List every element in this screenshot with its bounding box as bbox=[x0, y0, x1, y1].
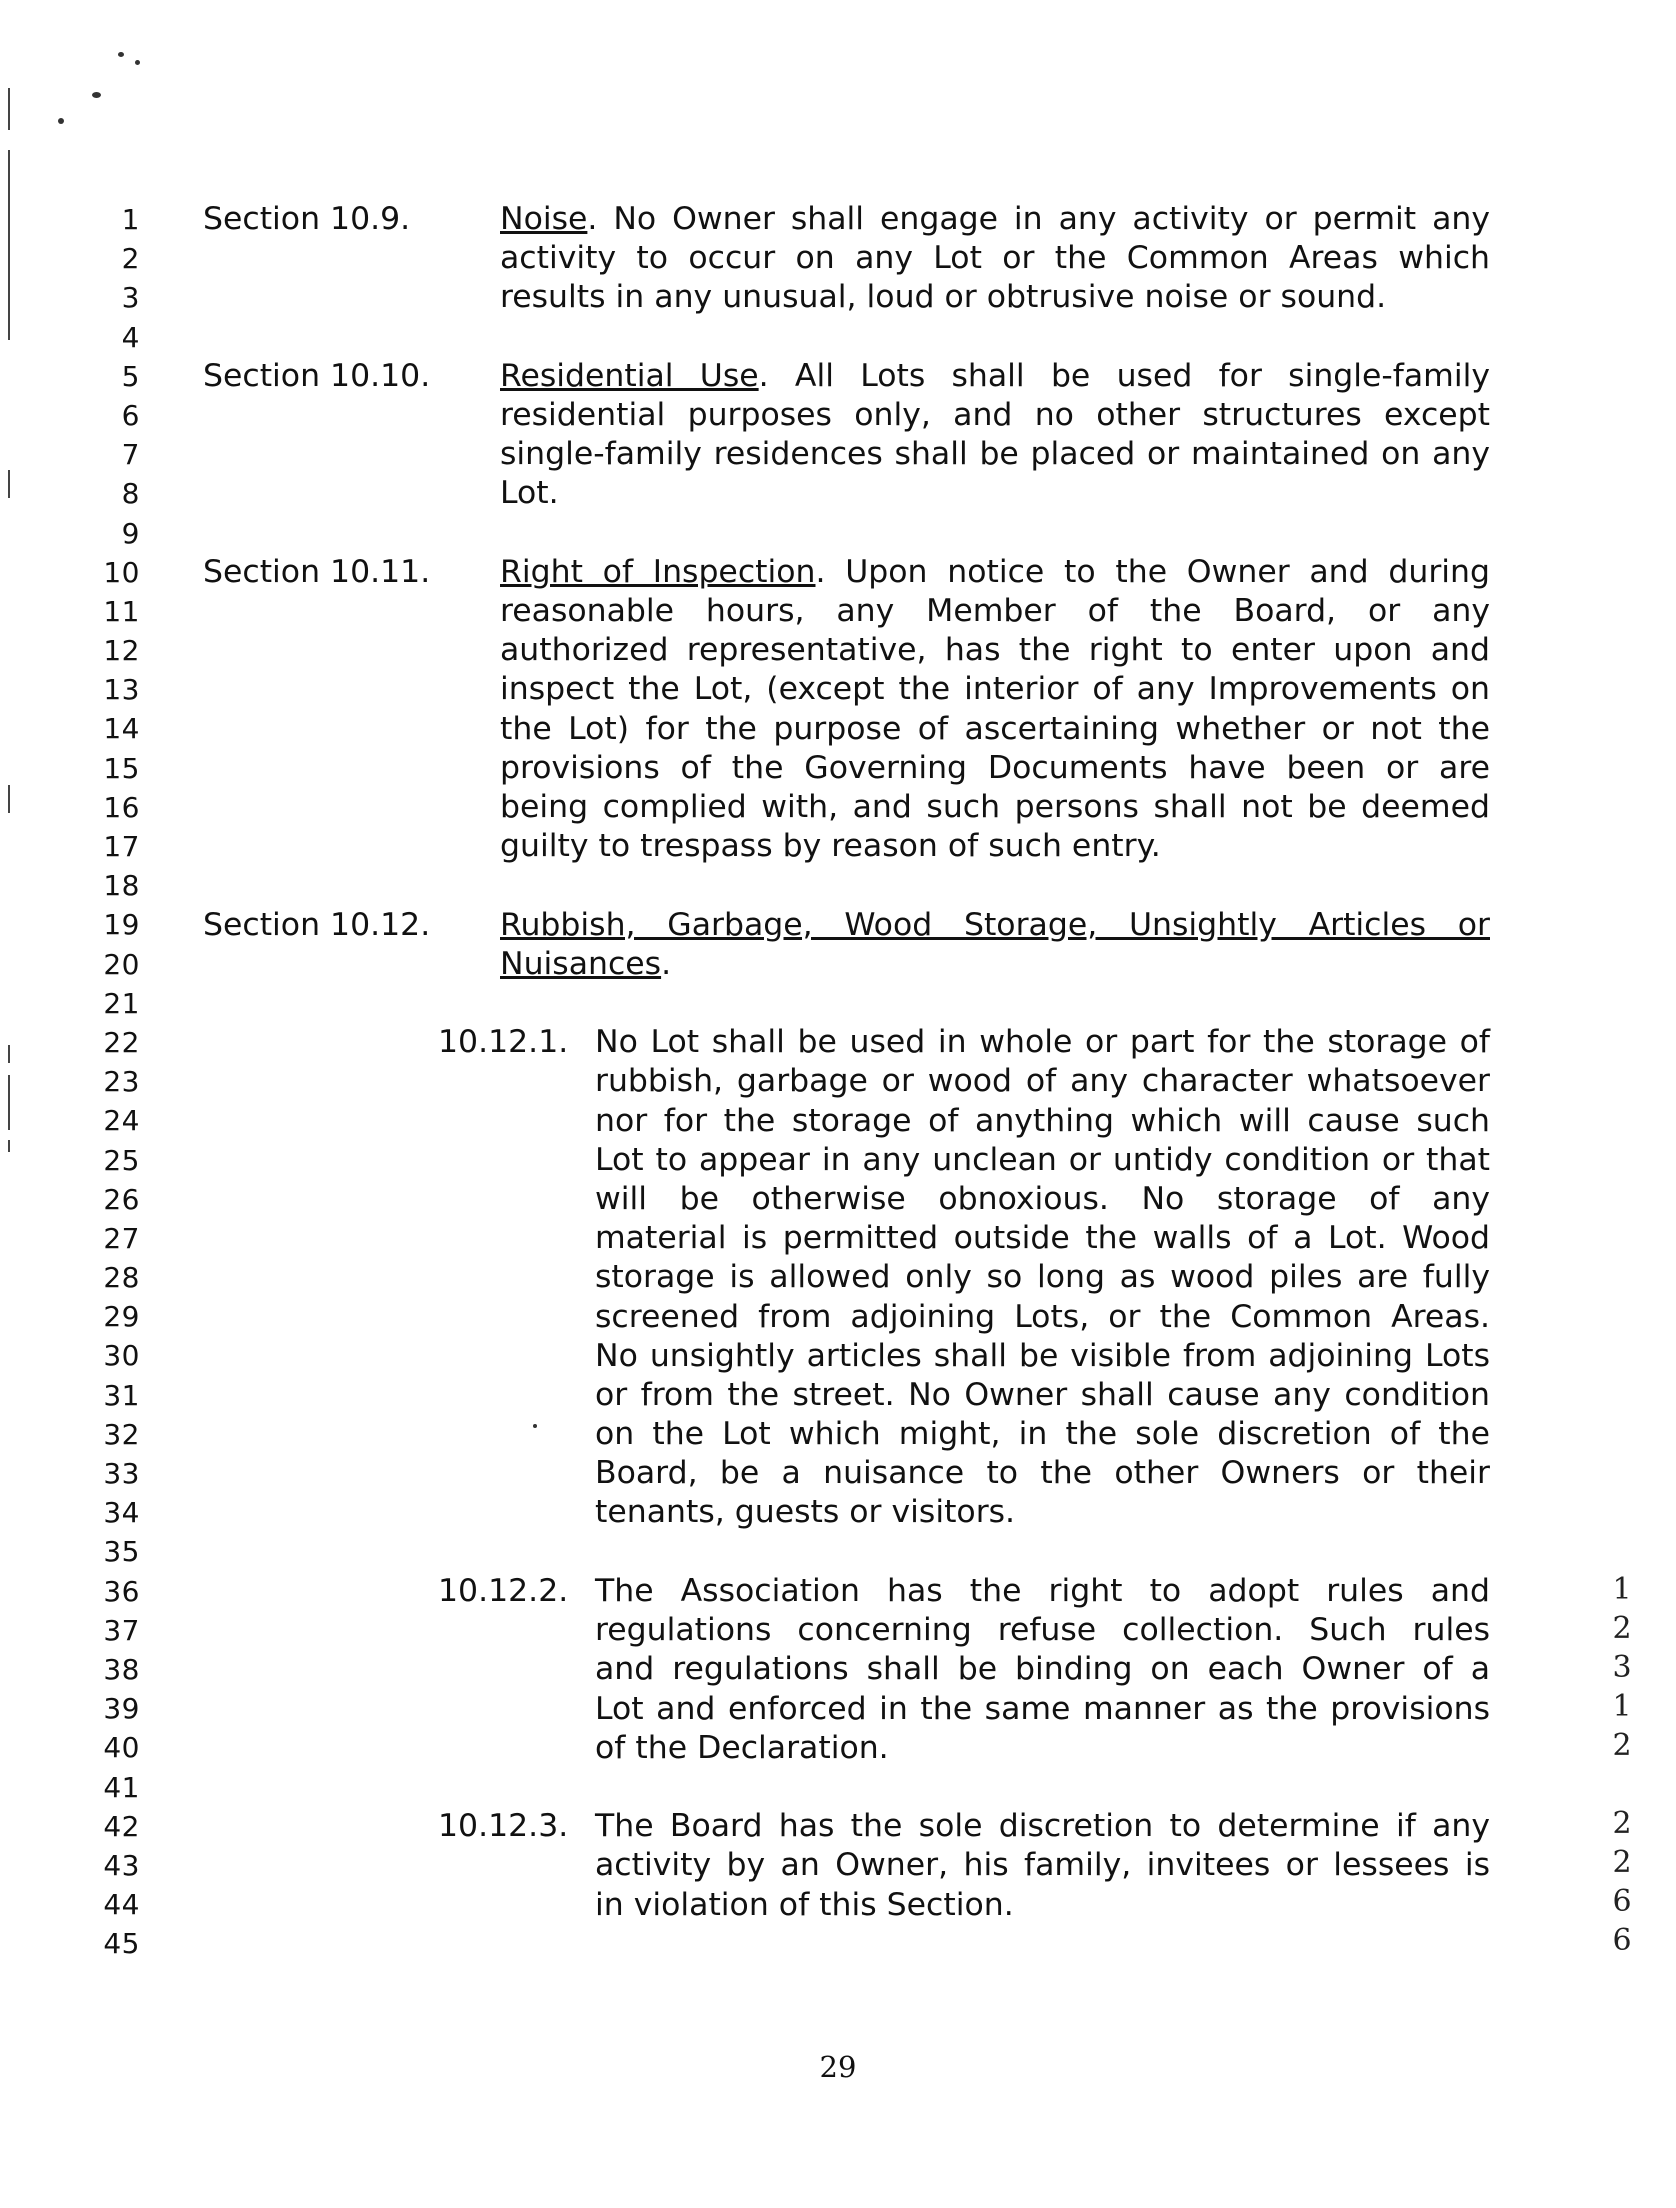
section-heading: Residential Use bbox=[500, 357, 759, 394]
line-number: 15 bbox=[103, 751, 140, 785]
scan-speck bbox=[135, 60, 140, 65]
subsection-line: material is permitted outside the walls of a Lot. Wood bbox=[595, 1220, 1490, 1257]
section-heading: Noise bbox=[500, 201, 588, 237]
stamp-digit: 2 bbox=[1612, 1806, 1632, 1841]
section-10-11-body bbox=[500, 553, 1490, 867]
line-number: 1 bbox=[121, 203, 140, 236]
subsection-line: The Association has the right to adopt rules and bbox=[595, 1573, 1490, 1609]
scan-margin-mark bbox=[8, 470, 10, 498]
scan-speck bbox=[92, 92, 101, 98]
section-text: . Upon notice to the Owner and during bbox=[815, 553, 1490, 590]
line-number: 14 bbox=[103, 712, 140, 746]
line-number: 25 bbox=[103, 1143, 140, 1177]
section-line: Lot. bbox=[500, 475, 559, 512]
subsection-line: storage is allowed only so long as wood piles are fully bbox=[595, 1259, 1490, 1296]
line-number: 11 bbox=[103, 594, 140, 628]
scan-speck bbox=[533, 1424, 537, 1428]
section-text: . No Owner shall engage in any activity or permit any bbox=[587, 201, 1490, 237]
section-10-10-label: Section 10.10. bbox=[203, 357, 431, 394]
subsection-10-12-3-body bbox=[595, 1807, 1490, 1925]
line-number: 24 bbox=[103, 1104, 140, 1138]
stamp-digit: 6 bbox=[1612, 1923, 1632, 1958]
line-number: 26 bbox=[103, 1182, 140, 1216]
subsection-line: The Board has the sole discretion to determine if any bbox=[595, 1808, 1490, 1845]
line-number: 4 bbox=[121, 320, 140, 354]
line-number: 30 bbox=[103, 1339, 140, 1373]
stamp-digit: 2 bbox=[1612, 1845, 1632, 1880]
subsection-line: No Lot shall be used in whole or part for the storage of bbox=[595, 1024, 1490, 1061]
section-text: . bbox=[661, 945, 672, 982]
line-number: 19 bbox=[103, 908, 140, 942]
stamp-digit: 3 bbox=[1612, 1650, 1632, 1685]
line-number: 9 bbox=[121, 516, 140, 550]
subsection-line: Lot to appear in any unclean or untidy condition or that bbox=[595, 1141, 1490, 1178]
section-10-10-body bbox=[500, 357, 1490, 514]
line-number: 42 bbox=[103, 1809, 140, 1843]
subsection-line: or from the street. No Owner shall cause any condition bbox=[595, 1376, 1490, 1413]
stamp-digit: 6 bbox=[1612, 1884, 1632, 1919]
line-number: 21 bbox=[103, 986, 140, 1020]
line-number: 40 bbox=[103, 1731, 140, 1765]
line-number: 13 bbox=[103, 673, 140, 707]
section-line bbox=[500, 553, 1490, 592]
line-number: 23 bbox=[103, 1065, 140, 1099]
section-line bbox=[500, 200, 1490, 239]
section-line: guilty to trespass by reason of such entry. bbox=[500, 828, 1161, 865]
section-10-11-label: Section 10.11. bbox=[203, 553, 431, 590]
line-number: 43 bbox=[103, 1848, 140, 1882]
stamp-digit: 1 bbox=[1612, 1572, 1632, 1607]
line-number: 7 bbox=[121, 438, 140, 472]
section-line: activity to occur on any Lot or the Common Areas which bbox=[500, 240, 1490, 277]
section-heading: Right of Inspection bbox=[500, 553, 816, 590]
scan-speck bbox=[118, 52, 124, 57]
scan-margin-mark bbox=[8, 1140, 10, 1152]
subsection-line: of the Declaration. bbox=[595, 1729, 889, 1766]
subsection-line: will be otherwise obnoxious. No storage of any bbox=[595, 1180, 1490, 1217]
section-line: reasonable hours, any Member of the Board, or any bbox=[500, 592, 1490, 629]
section-line bbox=[500, 945, 1490, 984]
recording-stamp bbox=[1604, 1570, 1640, 1960]
page-number: 29 bbox=[819, 2050, 857, 2084]
subsection-line: on the Lot which might, in the sole discretion of the bbox=[595, 1416, 1490, 1453]
line-number: 31 bbox=[103, 1378, 140, 1412]
section-10-12-heading bbox=[500, 906, 1490, 984]
subsection-line: nor for the storage of anything which will cause such bbox=[595, 1102, 1490, 1139]
line-number: 36 bbox=[103, 1574, 140, 1608]
section-line bbox=[500, 357, 1490, 396]
stamp-digit: 2 bbox=[1612, 1728, 1632, 1763]
section-text: . All Lots shall be used for single-family bbox=[758, 357, 1490, 394]
line-number: 22 bbox=[103, 1025, 140, 1059]
section-line: inspect the Lot, (except the interior of any Improvements on bbox=[500, 671, 1490, 708]
line-number: 10 bbox=[103, 555, 140, 589]
section-line: being complied with, and such persons shall not be deemed bbox=[500, 788, 1490, 825]
line-number: 6 bbox=[121, 398, 140, 432]
subsection-line: screened from adjoining Lots, or the Common Areas. bbox=[595, 1298, 1490, 1335]
subsection-line: rubbish, garbage or wood of any character whatsoever bbox=[595, 1063, 1490, 1100]
stamp-gap bbox=[1604, 1765, 1640, 1804]
scan-margin-mark bbox=[8, 88, 10, 130]
subsection-line: regulations concerning refuse collection. Such rules bbox=[595, 1612, 1490, 1649]
line-number: 27 bbox=[103, 1221, 140, 1255]
subsection-10-12-1-number: 10.12.1. bbox=[438, 1024, 569, 1061]
line-number: 39 bbox=[103, 1692, 140, 1726]
subsection-line: and regulations shall be binding on each Owner of a bbox=[595, 1651, 1490, 1688]
line-number: 18 bbox=[103, 869, 140, 903]
stamp-digit: 1 bbox=[1612, 1689, 1632, 1724]
section-line bbox=[500, 906, 1490, 945]
line-number: 8 bbox=[121, 477, 140, 511]
subsection-10-12-3-number: 10.12.3. bbox=[438, 1808, 569, 1845]
section-heading: Rubbish, Garbage, Wood Storage, Unsightly Articles or bbox=[500, 906, 1490, 943]
scan-margin-mark bbox=[8, 785, 10, 813]
line-number: 38 bbox=[103, 1652, 140, 1686]
subsection-10-12-2-number: 10.12.2. bbox=[438, 1573, 569, 1609]
section-line: authorized representative, has the right to enter upon and bbox=[500, 632, 1490, 669]
section-10-9-label: Section 10.9. bbox=[203, 201, 411, 237]
section-line: the Lot) for the purpose of ascertaining whether or not the bbox=[500, 710, 1490, 747]
line-number: 16 bbox=[103, 790, 140, 824]
subsection-line: activity by an Owner, his family, invitees or lessees is bbox=[595, 1847, 1490, 1884]
subsection-line: Board, be a nuisance to the other Owners or their bbox=[595, 1455, 1490, 1492]
section-line: residential purposes only, and no other structures except bbox=[500, 396, 1490, 433]
line-number: 44 bbox=[103, 1888, 140, 1922]
subsection-line: Lot and enforced in the same manner as the provisions bbox=[595, 1690, 1490, 1727]
stamp-digit: 2 bbox=[1612, 1611, 1632, 1646]
line-number: 3 bbox=[121, 281, 140, 315]
line-number: 35 bbox=[103, 1535, 140, 1569]
line-number: 33 bbox=[103, 1457, 140, 1490]
scan-margin-mark bbox=[8, 1075, 10, 1130]
line-number: 17 bbox=[103, 830, 140, 863]
line-number: 45 bbox=[103, 1927, 140, 1961]
scan-margin-mark bbox=[8, 1045, 10, 1063]
section-heading: Nuisances bbox=[500, 945, 662, 982]
section-10-9-body bbox=[500, 200, 1490, 318]
subsection-10-12-1-body bbox=[595, 1023, 1490, 1532]
subsection-10-12-2-body bbox=[595, 1572, 1490, 1768]
line-number: 20 bbox=[103, 947, 140, 981]
line-number: 28 bbox=[103, 1261, 140, 1295]
line-number: 12 bbox=[103, 634, 140, 668]
line-number: 41 bbox=[103, 1770, 140, 1804]
line-number: 32 bbox=[103, 1417, 140, 1451]
line-number-column bbox=[80, 200, 140, 1963]
subsection-line: No unsightly articles shall be visible from adjoining Lots bbox=[595, 1337, 1490, 1374]
line-number: 29 bbox=[103, 1300, 140, 1334]
line-number: 37 bbox=[103, 1613, 140, 1647]
scan-margin-mark bbox=[8, 150, 10, 340]
scan-speck bbox=[58, 118, 64, 124]
section-line: results in any unusual, loud or obtrusive noise or sound. bbox=[500, 279, 1387, 316]
line-number: 2 bbox=[121, 242, 140, 276]
section-line: provisions of the Governing Documents have been or are bbox=[500, 749, 1490, 786]
section-10-12-label: Section 10.12. bbox=[203, 906, 431, 943]
section-line: single-family residences shall be placed or maintained on any bbox=[500, 436, 1490, 473]
line-number: 5 bbox=[121, 359, 140, 393]
subsection-line: tenants, guests or visitors. bbox=[595, 1494, 1016, 1531]
line-number: 34 bbox=[103, 1496, 140, 1530]
subsection-line: in violation of this Section. bbox=[595, 1886, 1014, 1923]
